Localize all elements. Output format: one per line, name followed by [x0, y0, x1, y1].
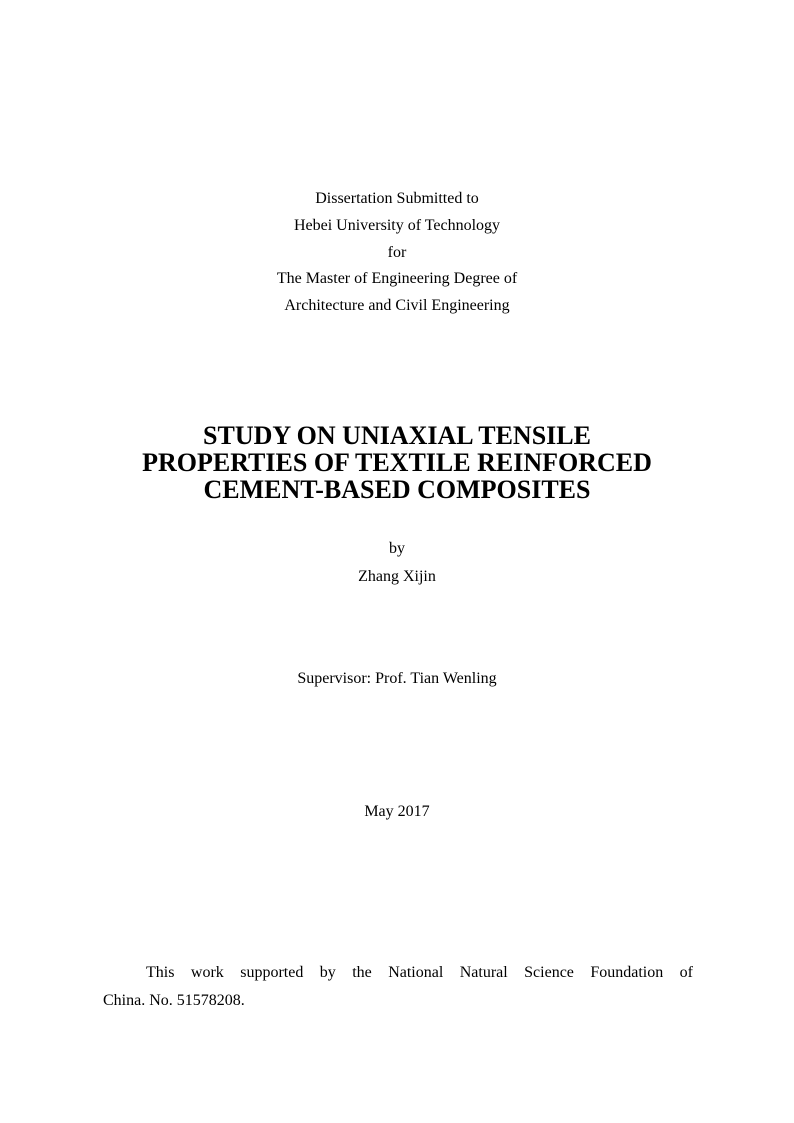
- author-block: [0, 535, 794, 591]
- funding-word: Science: [524, 964, 574, 981]
- submission-line: for: [387, 243, 407, 261]
- title-line: PROPERTIES OF TEXTILE REINFORCED: [142, 448, 652, 477]
- funding-line-1: [103, 959, 693, 987]
- funding-word: of: [679, 964, 693, 981]
- submission-line: Dissertation Submitted to: [315, 190, 479, 207]
- funding-word: the: [352, 964, 372, 981]
- funding-word: National: [388, 964, 444, 981]
- funding-word: This: [146, 964, 175, 981]
- funding-statement: [103, 959, 693, 1015]
- submission-line: Hebei University of Technology: [293, 216, 501, 234]
- title-line: CEMENT-BASED COMPOSITES: [203, 475, 591, 504]
- funding-word: Foundation: [590, 964, 664, 981]
- funding-word: by: [319, 964, 336, 981]
- funding-word: work: [190, 964, 224, 981]
- funding-line-2: China. No. 51578208.: [103, 992, 245, 1009]
- submission-date: May 2017: [364, 803, 430, 820]
- submission-line: The Master of Engineering Degree of: [276, 270, 518, 288]
- submission-line: Architecture and Civil Engineering: [284, 297, 510, 315]
- funding-word: supported: [240, 964, 304, 981]
- dissertation-title: [0, 422, 794, 503]
- author-name: Zhang Xijin: [358, 568, 436, 585]
- title-line: STUDY ON UNIAXIAL TENSILE: [203, 421, 591, 450]
- submission-statement: [0, 186, 794, 320]
- by-label: by: [389, 540, 405, 557]
- funding-word: Natural: [459, 964, 508, 981]
- supervisor-line: Supervisor: Prof. Tian Wenling: [297, 670, 497, 687]
